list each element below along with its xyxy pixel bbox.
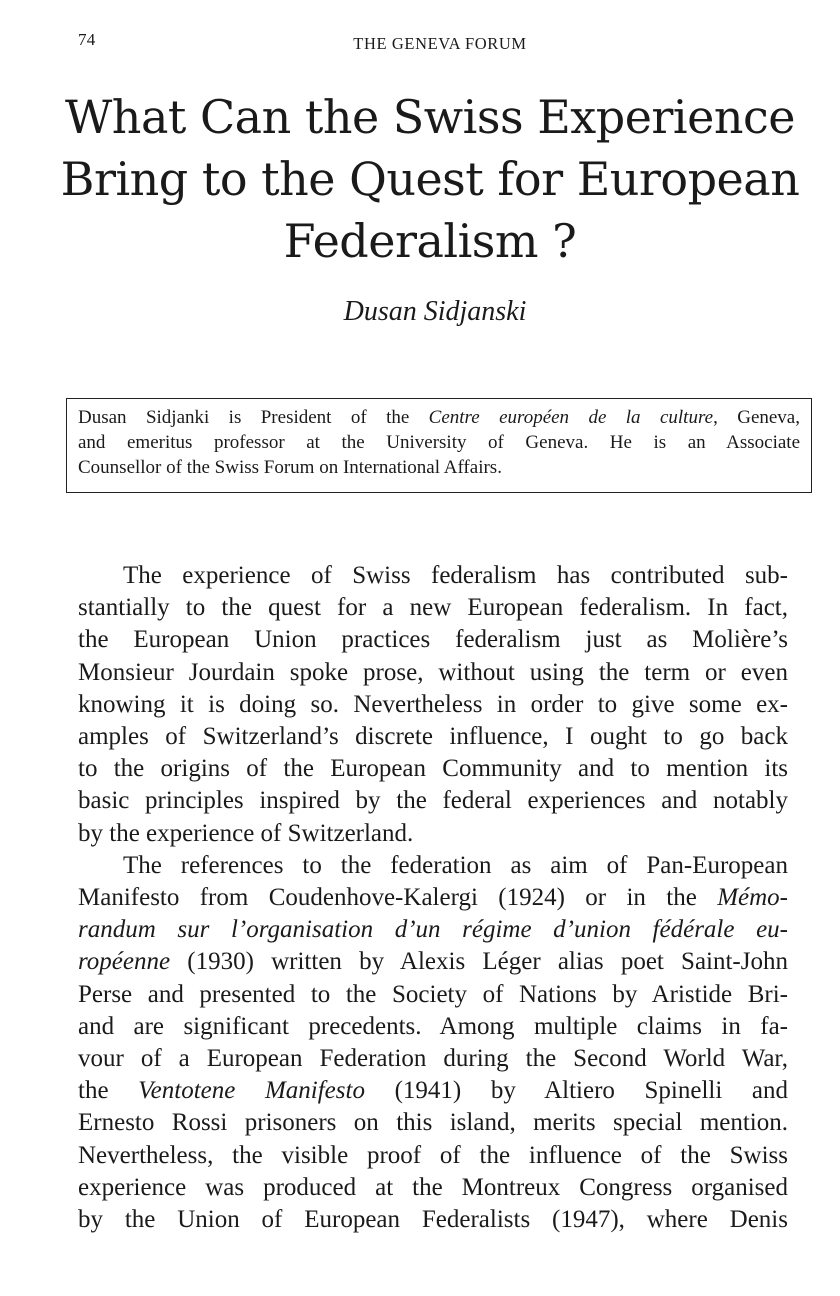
text-line: to the origins of the European Community and to mention its bbox=[78, 755, 788, 783]
text-line: The experience of Swiss federalism has contributed sub- bbox=[123, 562, 788, 589]
text-line: Ernesto Rossi prisoners on this island, merits special mention. bbox=[78, 1109, 788, 1137]
bio-institution: Centre européen de la culture bbox=[428, 407, 714, 428]
text-line: Perse and presented to the Society of Nations by Aristide Bri- bbox=[78, 980, 788, 1008]
text-line: stantially to the quest for a new European federalism. In fact, bbox=[78, 594, 788, 622]
text-line: Nevertheless, the visible proof of the influence of the Swiss bbox=[78, 1141, 788, 1169]
article-title bbox=[60, 86, 800, 272]
text-line: basic principles inspired by the federal experiences and notably bbox=[78, 787, 788, 815]
author-bio-box bbox=[66, 398, 812, 493]
text-line: by the experience of Switzerland. bbox=[78, 819, 414, 847]
text-line: Manifesto from Coudenhove-Kalergi (1924) or in the Mémo- bbox=[78, 884, 788, 912]
text-line: The references to the federation as aim of Pan-European bbox=[123, 851, 788, 879]
body-text bbox=[78, 560, 788, 1236]
title-line-2: Bring to the Quest for European bbox=[60, 152, 800, 206]
paragraph-1 bbox=[78, 560, 788, 850]
text-line: ropéenne (1930) written by Alexis Léger alias poet Saint-John bbox=[78, 948, 788, 976]
text-line: by the Union of European Federalists (1947), where Denis bbox=[78, 1206, 788, 1234]
text-line: the European Union practices federalism just as Molière’s bbox=[78, 626, 788, 654]
text-line: knowing it is doing so. Nevertheless in order to give some ex- bbox=[78, 690, 788, 718]
text-line: amples of Switzerland’s discrete influence, I ought to go back bbox=[78, 723, 788, 751]
title-line-1: What Can the Swiss Experience bbox=[65, 90, 795, 144]
text-line: Monsieur Jourdain spoke prose, without using the term or even bbox=[78, 658, 788, 686]
running-head: THE GENEVA FORUM bbox=[353, 34, 527, 53]
title-line-3: Federalism ? bbox=[283, 214, 577, 268]
bio-line: Dusan Sidjanki is President of the Centre européen de la culture, Geneva, bbox=[78, 407, 800, 428]
text-line: vour of a European Federation during the Second World War, bbox=[78, 1045, 788, 1073]
text-line: randum sur l’organisation d’un régime d’union fédérale eu- bbox=[78, 916, 788, 944]
bio-line: and emeritus professor at the University of Geneva. He is an Associate bbox=[78, 432, 800, 453]
paragraph-2 bbox=[78, 850, 788, 1236]
author-name: Dusan Sidjanski bbox=[343, 296, 527, 327]
text-line: the Ventotene Manifesto (1941) by Altiero Spinelli and bbox=[78, 1077, 789, 1105]
text-line: experience was produced at the Montreux Congress organised bbox=[78, 1173, 788, 1201]
page-number: 74 bbox=[78, 30, 96, 49]
text-line: and are significant precedents. Among multiple claims in fa- bbox=[78, 1012, 788, 1040]
bio-line: Counsellor of the Swiss Forum on International Affairs. bbox=[78, 457, 502, 478]
